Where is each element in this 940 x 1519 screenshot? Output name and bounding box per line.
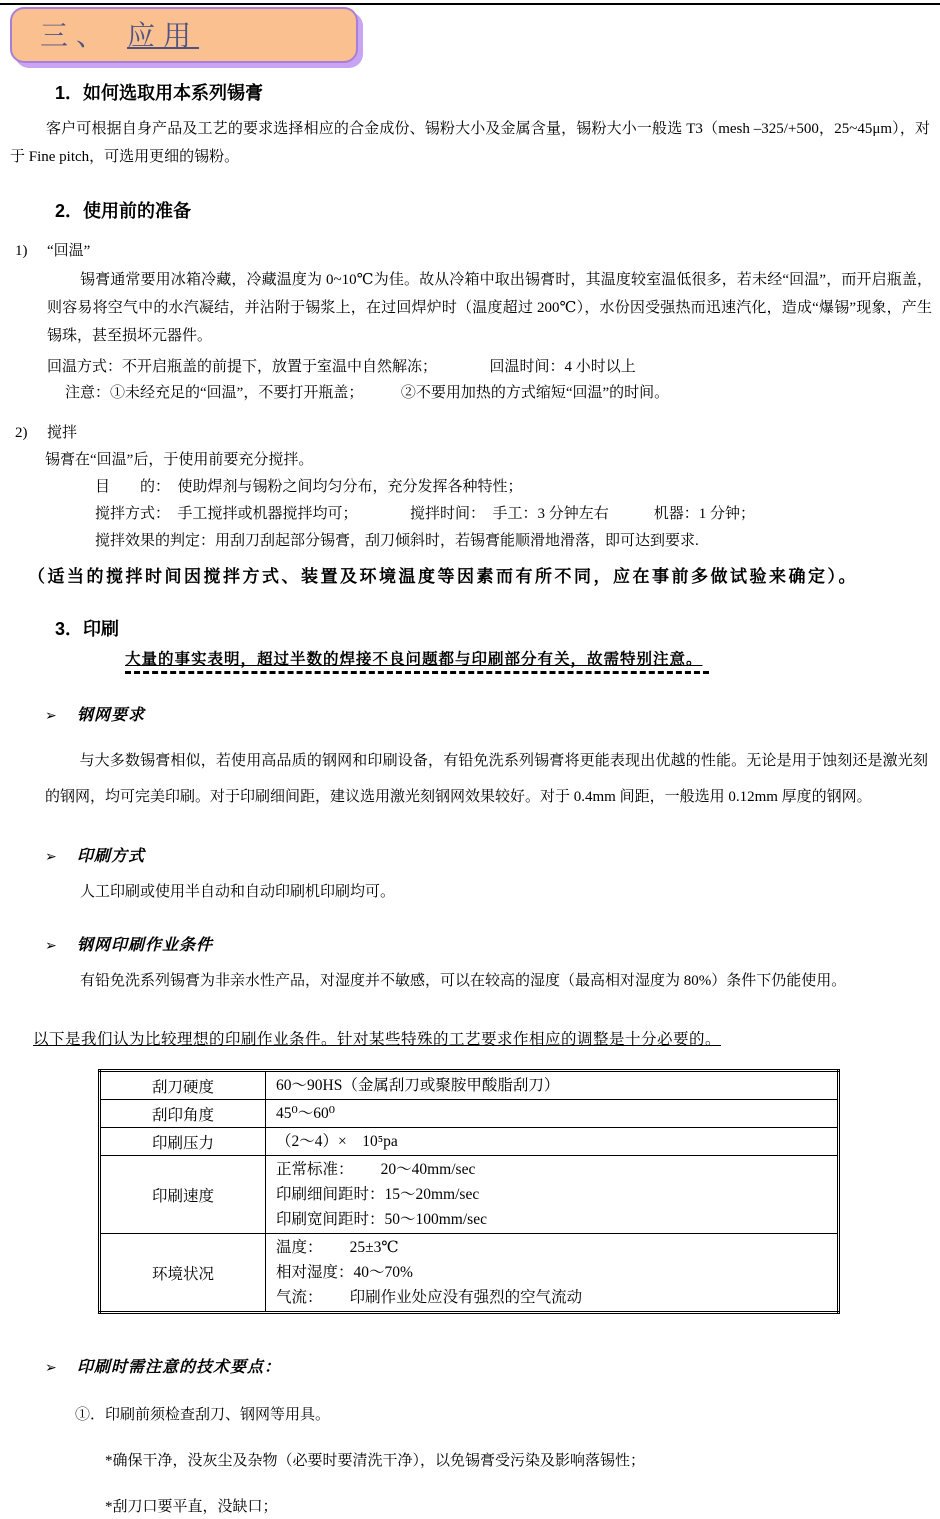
tips-star-2: *刮刀口要平直，没缺口； — [105, 1499, 278, 1515]
bullet-print-conditions — [45, 932, 940, 955]
row-label-squeegee-angle: 刮印角度 — [100, 1100, 266, 1128]
cell-value: 60～90HS（金属刮刀或聚胺甲酸脂刮刀） — [276, 1077, 560, 1094]
stir-intro-line: 锡膏在“回温”后，于使用前要充分搅拌。 — [45, 452, 314, 468]
rewarm-method-line: 回温方式：不开启瓶盖的前提下，放置于室温中自然解冻； 回温时间：4 小时以上 — [47, 359, 636, 375]
section-3-heading: 3．印刷 — [55, 619, 120, 639]
rewarm-note-line: 注意：①未经充足的“回温”，不要打开瓶盖； ②不要用加热的方式缩短“回温”的时间。 — [65, 385, 670, 401]
table-row — [100, 1071, 839, 1100]
bullet-stencil-requirements-title: 钢网要求 — [77, 707, 146, 724]
print-notice: 大量的事实表明，超过半数的焊接不良问题都与印刷部分有关，故需特别注意。 — [125, 647, 709, 674]
chapter-prefix: 三、 — [40, 21, 113, 52]
list-item-1 — [15, 239, 940, 260]
cell-value: 气流： 印刷作业处应没有强烈的空气流动 — [276, 1289, 583, 1306]
stir-purpose-line: 目 的： 使助焊剂与锡粉之间均匀分布，充分发挥各种特性； — [95, 479, 523, 495]
section-2-heading: 2．使用前的准备 — [55, 201, 192, 221]
cell-value: （2～4）× 10⁵pa — [276, 1133, 398, 1150]
stir-emphasis-line: （适当的搅拌时间因搅拌方式、装置及环境温度等因素而有所不同，应在事前多做试验来确定）。 — [28, 567, 858, 586]
bullet-print-tips — [45, 1354, 940, 1377]
cell-value: 45⁰～60⁰ — [276, 1105, 335, 1122]
table-intro-line: 以下是我们认为比较理想的印刷作业条件。针对某些特殊的工艺要求作相应的调整是十分必要的。 — [33, 1031, 722, 1048]
arrow-bullet-icon: ➢ — [45, 939, 57, 954]
print-method-body: 人工印刷或使用半自动和自动印刷机印刷均可。 — [80, 884, 396, 900]
cell-value: 相对湿度：40～70% — [276, 1264, 413, 1281]
tips-step-1: ①．印刷前须检查刮刀、钢网等用具。 — [75, 1407, 331, 1423]
table-row — [100, 1234, 839, 1313]
bullet-print-method-title: 印刷方式 — [77, 848, 146, 865]
arrow-bullet-icon: ➢ — [45, 1361, 57, 1376]
list-item-1-number: 1) — [15, 243, 28, 259]
bullet-print-conditions-title: 钢网印刷作业条件 — [77, 937, 214, 954]
section-1-heading: 1．如何选取用本系列锡膏 — [55, 83, 264, 103]
table-row — [100, 1128, 839, 1156]
cell-value: 印刷细间距时：15～20mm/sec — [276, 1186, 480, 1203]
stir-judge-line: 搅拌效果的判定：用刮刀刮起部分锡膏，刮刀倾斜时，若锡膏能顺滑地滑落，即可达到要求. — [95, 533, 699, 549]
section-1-body: 客户可根据自身产品及工艺的要求选择相应的合金成份、锡粉大小及金属含量，锡粉大小一般选 T3（mesh –325/+500，25~45μm），对于 Fine pitch，可选用更细的锡粉。 — [10, 121, 930, 165]
page — [0, 3, 940, 1515]
row-label-print-speed: 印刷速度 — [100, 1156, 266, 1234]
rewarm-paragraph: 锡膏通常要用冰箱冷藏，冷藏温度为 0~10℃为佳。故从冷箱中取出锡膏时，其温度较室温低很多，若未经“回温”，而开启瓶盖，则容易将空气中的水汽凝结，并沾附于锡浆上，在过回焊炉时（温度超过 200℃），水份因受强热而迅速汽化，造成“爆锡”现象，产生锡珠，甚至损坏元器件。 — [47, 272, 932, 344]
arrow-bullet-icon: ➢ — [45, 850, 57, 865]
list-item-1-title: “回温” — [47, 243, 91, 259]
print-conditions-body: 有铅免洗系列锡膏为非亲水性产品，对湿度并不敏感，可以在较高的湿度（最高相对湿度为 80%）条件下仍能使用。 — [80, 973, 847, 989]
print-notice-wrap — [125, 647, 940, 674]
page-top-rule — [0, 3, 940, 5]
row-label-environment: 环境状况 — [100, 1234, 266, 1313]
stencil-requirements-body: 与大多数锡膏相似，若使用高品质的钢网和印刷设备，有铅免洗系列锡膏将更能表现出优越的性能。无论是用于蚀刻还是激光刻的钢网，均可完美印刷。对于印刷细间距，建议选用激光刻钢网效果较好。对于 0.4mm 间距，一般选用 0.12mm 厚度的钢网。 — [45, 753, 928, 805]
bullet-print-tips-title: 印刷时需注意的技术要点： — [77, 1359, 282, 1376]
cell-value: 印刷宽间距时：50～100mm/sec — [276, 1211, 487, 1228]
table-intro-wrap — [33, 1027, 940, 1049]
chapter-box — [10, 7, 358, 63]
tips-star-1: *确保干净，没灰尘及杂物（必要时要清洗干净），以免锡膏受污染及影响落锡性； — [105, 1453, 646, 1469]
list-item-2 — [15, 421, 940, 442]
stir-method-line: 搅拌方式： 手工搅拌或机器搅拌均可； 搅拌时间： 手工：3 分钟左右 机器：1 分钟； — [95, 506, 756, 522]
arrow-bullet-icon: ➢ — [45, 709, 57, 724]
list-item-2-number: 2) — [15, 425, 28, 441]
table-row — [100, 1100, 839, 1128]
chapter-title — [40, 21, 199, 52]
bullet-stencil-requirements — [45, 702, 940, 725]
bullet-print-method — [45, 843, 940, 866]
row-label-print-pressure: 印刷压力 — [100, 1128, 266, 1156]
list-item-2-title: 搅拌 — [47, 425, 78, 441]
print-conditions-table — [98, 1069, 840, 1314]
chapter-word: 应用 — [127, 21, 200, 52]
table-row — [100, 1156, 839, 1234]
cell-value: 温度： 25±3℃ — [276, 1239, 399, 1256]
cell-value: 正常标准： 20～40mm/sec — [276, 1161, 476, 1178]
row-label-squeegee-hardness: 刮刀硬度 — [100, 1071, 266, 1100]
